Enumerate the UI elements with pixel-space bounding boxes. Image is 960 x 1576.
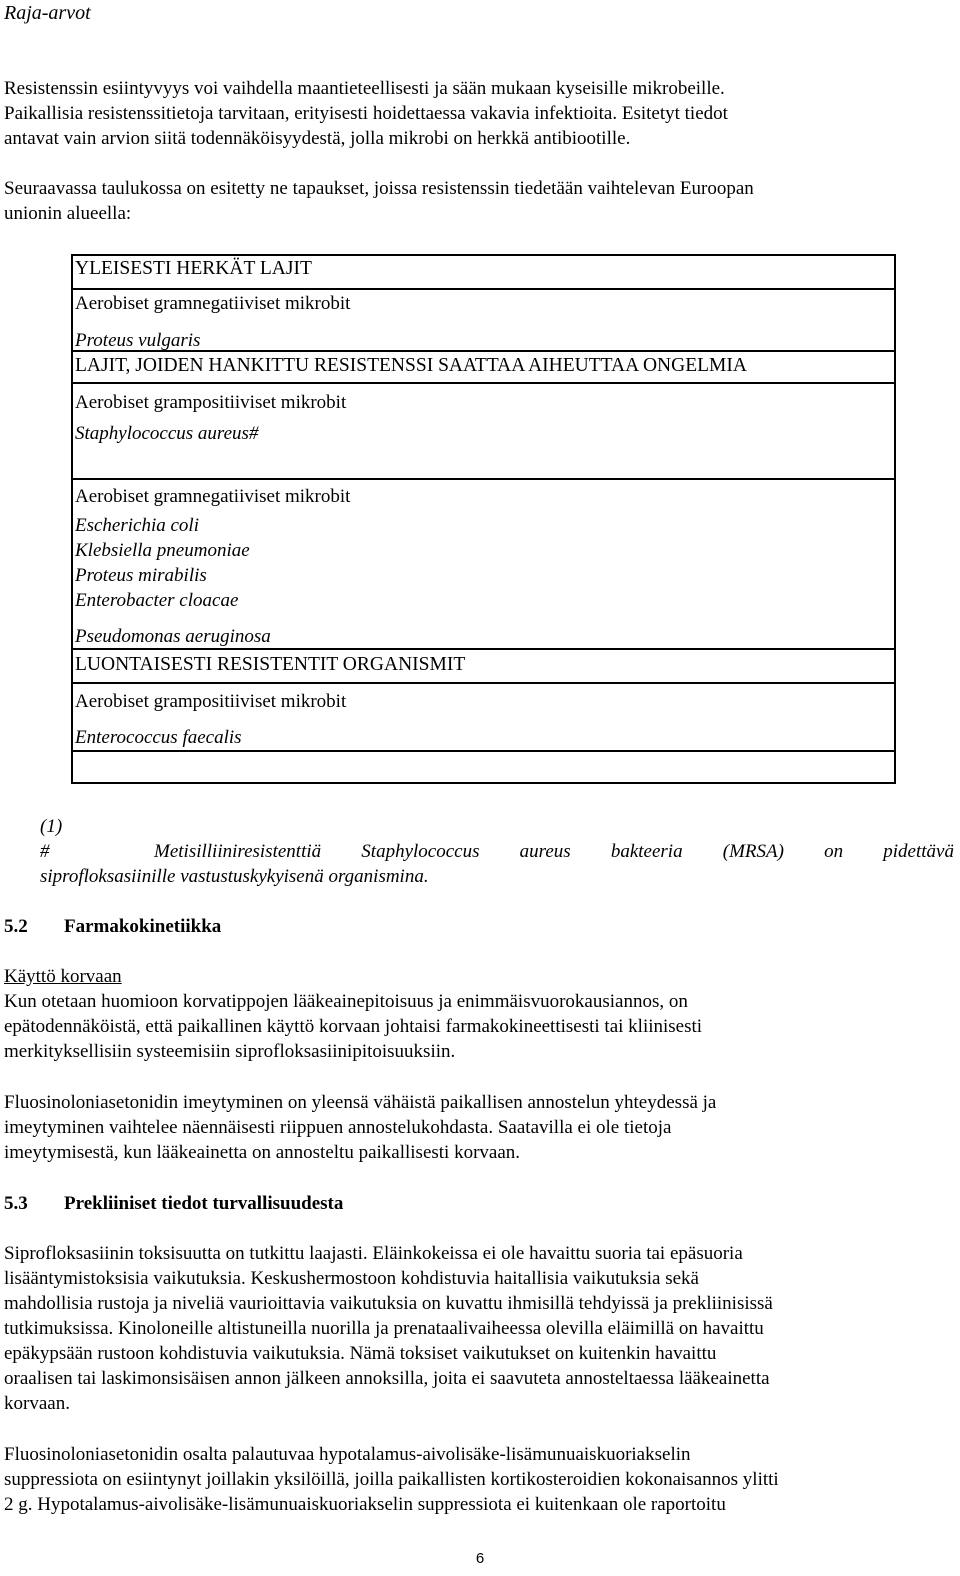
resistance-table (71, 254, 896, 784)
intro-paragraph (4, 76, 954, 151)
text-line: Resistenssin esiintyvyys voi vaihdella maantieteellisesti ja sään mukaan kyseisille mikrobeille. (4, 78, 725, 99)
table-group-label: Aerobiset gramnegatiiviset mikrobit (75, 486, 351, 507)
section-number: 5.3 (4, 1193, 28, 1214)
section-heading (4, 914, 221, 939)
table-species: Enterococcus faecalis (75, 727, 242, 748)
text-line: suppressiota on esiintynyt joillakin yksilöillä, joilla paikallisten kortikosteroidien kokonaisannos ylitti (4, 1469, 779, 1490)
table-group-label: Aerobiset grampositiiviset mikrobit (75, 392, 347, 413)
text-line: Kun otetaan huomioon korvatippojen lääkeainepitoisuus ja enimmäisvuorokausiannos, on (4, 991, 688, 1012)
table-species: Staphylococcus aureus# (75, 423, 259, 444)
table-divider (73, 750, 894, 752)
text-line: Seuraavassa taulukossa on esitetty ne tapaukset, joissa resistenssin tiedetään vaihtelevan Euroopan (4, 178, 754, 199)
fluocinolone-paragraph (4, 1090, 954, 1165)
text-line: korvaan. (4, 1393, 70, 1414)
text-line: Fluosinoloniasetonidin osalta palautuvaa hypotalamus-aivolisäke-lisämunuaiskuoriakselin (4, 1444, 691, 1465)
table-divider (73, 478, 894, 480)
text-line: tutkimuksissa. Kinoloneille altistuneilla nuorilla ja prenataalivaiheessa olevilla eläimillä on havaittu (4, 1318, 764, 1339)
subheading: Käyttö korvaan (4, 966, 122, 987)
table-category-header: LUONTAISESTI RESISTENTIT ORGANISMIT (75, 654, 466, 675)
table-species: Proteus vulgaris (75, 330, 201, 351)
table-group-label: Aerobiset grampositiiviset mikrobit (75, 691, 347, 712)
text-line: merkityksellisiin systeemisiin siprofloksasiinipitoisuuksiin. (4, 1041, 456, 1062)
table-species: Proteus mirabilis (75, 565, 207, 586)
footnote-label: (1) (40, 816, 63, 837)
text-line: 2 g. Hypotalamus-aivolisäke-lisämunuaiskuoriakselin suppressiota ei kuitenkaan ole raportoitu (4, 1494, 726, 1515)
table-divider (73, 382, 894, 384)
table-group-label: Aerobiset gramnegatiiviset mikrobit (75, 293, 351, 314)
text-line: oraalisen tai laskimonsisäisen annon jälkeen annoksilla, joita ei saavuteta annosteltaessa lääkeainetta (4, 1368, 770, 1389)
text-line: unionin alueella: (4, 203, 132, 224)
ear-use-paragraph (4, 989, 954, 1064)
page-number: 6 (475, 1550, 485, 1567)
section-heading (4, 1191, 343, 1216)
text-line: lisääntymistoksisia vaikutuksia. Keskushermostoon kohdistuvia haitallisia vaikutuksia sekä (4, 1268, 699, 1289)
table-divider (73, 682, 894, 684)
table-species: Enterobacter cloacae (75, 590, 239, 611)
text-line: mahdollisia rustoja ja niveliä vaurioittavia vaikutuksia on kuvattu ihmisillä tehdyissä ja prekliinisissä (4, 1293, 773, 1314)
footnote-marker: # (40, 841, 50, 862)
text-line: epätodennäköistä, että paikallinen käyttö korvaan johtaisi farmakokineettisesti tai kliinisesti (4, 1016, 703, 1037)
table-category-header: LAJIT, JOIDEN HANKITTU RESISTENSSI SAATTAA AIHEUTTAA ONGELMIA (75, 355, 747, 376)
section-title: Prekliiniset tiedot turvallisuudesta (64, 1193, 344, 1214)
page-heading: Raja-arvot (4, 2, 91, 24)
section-number: 5.2 (4, 916, 28, 937)
text-line: imeytyminen vaihtelee näennäisesti riippuen annostelukohdasta. Saatavilla ei ole tietoja (4, 1117, 672, 1138)
preclinical-paragraph (4, 1442, 954, 1517)
section-title: Farmakokinetiikka (64, 916, 222, 937)
footnote-text: siprofloksasiinille vastustuskykyisenä organismina. (40, 866, 429, 887)
table-category-header: YLEISESTI HERKÄT LAJIT (75, 258, 312, 279)
text-line: Siprofloksasiinin toksisuutta on tutkittu laajasti. Eläinkokeissa ei ole havaittu suoria tai epäsuoria (4, 1243, 743, 1264)
text-line: antavat vain arvion siitä todennäköisyydestä, jolla mikrobi on herkkä antibiootille. (4, 128, 631, 149)
text-line: Fluosinoloniasetonidin imeytyminen on yleensä vähäistä paikallisen annostelun yhteydessä ja (4, 1092, 717, 1113)
footnote-text: Metisilliiniresistenttiä Staphylococcus aureus bakteeria (MRSA) on pidettävä (154, 841, 954, 862)
table-species: Klebsiella pneumoniae (75, 540, 250, 561)
table-divider (73, 288, 894, 290)
table-species: Pseudomonas aeruginosa (75, 626, 271, 647)
table-intro-paragraph (4, 176, 954, 226)
text-line: epäkypsään rustoon kohdistuvia vaikutuksia. Nämä toksiset vaikutukset on kuitenkin havaittu (4, 1343, 717, 1364)
text-line: imeytymisestä, kun lääkeainetta on annosteltu paikallisesti korvaan. (4, 1142, 521, 1163)
table-species: Escherichia coli (75, 515, 199, 536)
text-line: Paikallisia resistenssitietoja tarvitaan, erityisesti hoidettaessa vakavia infektioita. Esitetyt tiedot (4, 103, 728, 124)
preclinical-paragraph (4, 1241, 954, 1416)
